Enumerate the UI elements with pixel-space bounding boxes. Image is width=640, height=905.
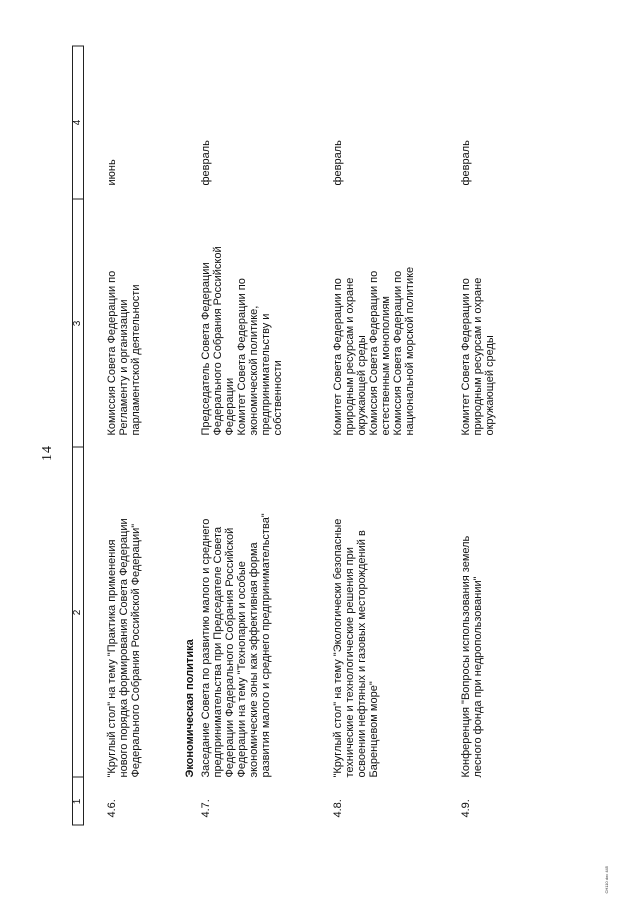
responsible	[200, 245, 284, 435]
responsible-line: Комитет Совета Федерации по природным ресурсам и охране окружающей среды	[460, 277, 496, 435]
header-col-4: 4	[72, 119, 83, 125]
responsible-line: Комиссия Совета Федерации по естественным монополиям	[368, 270, 392, 435]
document-stamp: СН110 doc 445	[604, 865, 609, 893]
responsible-line: Комиссия Совета Федерации по национальной морской политике	[392, 266, 416, 435]
header-col-3: 3	[72, 320, 83, 326]
row-number: 4.6.	[106, 798, 118, 817]
page-number: 14	[40, 444, 55, 461]
event-date: февраль	[200, 139, 212, 185]
row-number: 4.8.	[332, 798, 344, 817]
row-number: 4.9.	[460, 798, 472, 817]
responsible	[106, 245, 142, 435]
event-title: Заседание Совета по развитию малого и среднего предпринимательства при Председателе Совета Федерации Федерального Собрания Российской Федерации на тему "Технопарки и особые экономические зоны как эффективная форма развития малого и среднего предпринимательства"	[200, 512, 272, 777]
event-date: февраль	[460, 139, 472, 185]
section-heading: Экономическая политика	[184, 638, 196, 777]
table-header	[72, 45, 84, 825]
responsible-line: Председатель Совета Федерации Федерального Собрания Российской Федерации	[200, 245, 236, 435]
header-col-2: 2	[72, 609, 83, 615]
responsible-line: Комиссия Совета Федерации по Регламенту и организации парламентской деятельности	[106, 270, 142, 435]
row-number: 4.7.	[200, 798, 212, 817]
responsible-line: Комитет Совета Федерации по экономической политике, предпринимательству и собственности	[236, 277, 284, 435]
responsible	[460, 245, 496, 435]
event-title: Конференция "Вопросы использования земель лесного фонда при недропользовании"	[460, 535, 484, 777]
event-title: "Круглый стол" на тему "Практика применения нового порядка формирования Совета Федерации Федерального Собрания Российской Федерации"	[106, 517, 142, 777]
event-date: февраль	[332, 139, 344, 185]
responsible-line: Комитет Совета Федерации по природным ресурсам и охране окружающей среды	[332, 277, 368, 435]
header-col-1: 1	[72, 798, 83, 804]
event-title: "Круглый стол" на тему "Экологически безопасные технические и технологические решения при освоении нефтяных и газовых месторождений в Баренцевом море"	[332, 518, 380, 777]
responsible	[332, 245, 416, 435]
event-date: июнь	[106, 158, 118, 185]
